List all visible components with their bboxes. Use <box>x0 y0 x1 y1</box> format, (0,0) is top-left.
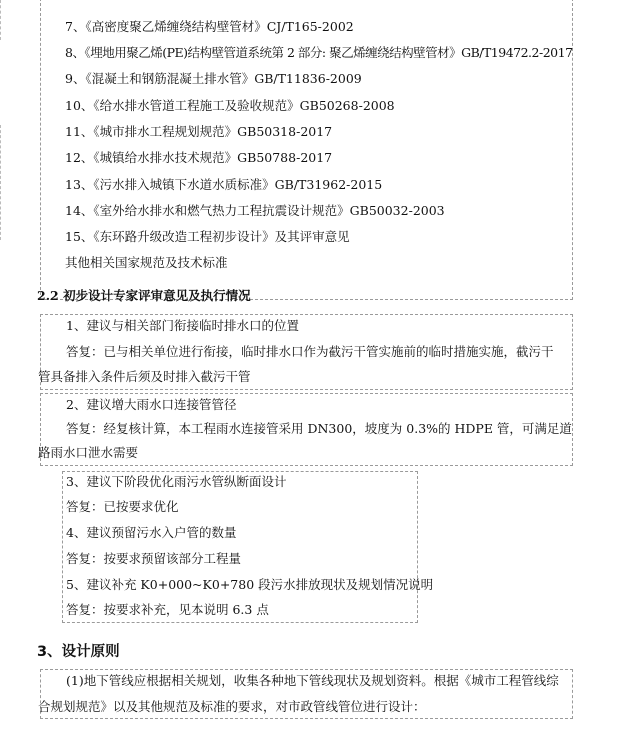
review-answer: 管具备排入条件后须及时排入截污干管 <box>38 369 251 384</box>
review-answer: 答复：按要求补充，见本说明 6.3 点 <box>66 602 269 617</box>
review-answer: 答复：已与相关单位进行衔接，临时排水口作为截污干管实施前的临时措施实施，截污干 <box>66 344 554 359</box>
list-item: 14、《室外给水排水和燃气热力工程抗震设计规范》GB50032-2003 <box>65 203 445 218</box>
list-item: 13、《污水排入城镇下水道水质标准》GB/T31962-2015 <box>65 177 383 192</box>
review-question: 5、建议补充 K0+000~K0+780 段污水排放现状及规划情况说明 <box>66 577 434 592</box>
review-answer: 答复：经复核计算，本工程雨水连接管采用 DN300，坡度为 0.3%的 HDPE 管，可满足道 <box>66 421 572 436</box>
review-question: 2、建议增大雨水口连接管管径 <box>66 397 237 412</box>
review-answer: 路雨水口泄水需要 <box>38 445 139 460</box>
left-margin-mark <box>0 125 1 240</box>
review-answer: 答复：已按要求优化 <box>66 499 179 514</box>
list-item: 11、《城市排水工程规划规范》GB50318-2017 <box>65 124 333 139</box>
section-heading-2-2: 2.2 初步设计专家评审意见及执行情况 <box>37 288 251 303</box>
section-heading-3: 3、设计原则 <box>37 644 120 660</box>
list-item: 7、《高密度聚乙烯缠绕结构壁管材》CJ/T165-2002 <box>65 19 354 34</box>
list-item: 8、《埋地用聚乙烯(PE)结构壁管道系统第 2 部分: 聚乙烯缠绕结构壁管材》GB/T19472.2-2017 <box>65 45 573 60</box>
design-principle-text: 合规划规范》以及其他规范及标准的要求，对市政管线管位进行设计： <box>38 699 426 714</box>
list-item: 12、《城镇给水排水技术规范》GB50788-2017 <box>65 150 333 165</box>
list-item: 其他相关国家规范及技术标准 <box>65 255 228 270</box>
design-principle-text: (1)地下管线应根据相关规划，收集各种地下管线现状及规划资料。根据《城市工程管线综 <box>66 673 559 688</box>
review-question: 3、建议下阶段优化雨污水管纵断面设计 <box>66 474 287 489</box>
list-item: 10、《给水排水管道工程施工及验收规范》GB50268-2008 <box>65 98 395 113</box>
left-margin-mark <box>0 0 1 40</box>
review-question: 4、建议预留污水入户管的数量 <box>66 525 237 540</box>
review-question: 1、建议与相关部门衔接临时排水口的位置 <box>66 318 299 333</box>
list-item: 15、《东环路升级改造工程初步设计》及其评审意见 <box>65 229 350 244</box>
list-item: 9、《混凝土和钢筋混凝土排水管》GB/T11836-2009 <box>65 71 362 86</box>
review-answer: 答复：按要求预留该部分工程量 <box>66 551 242 566</box>
